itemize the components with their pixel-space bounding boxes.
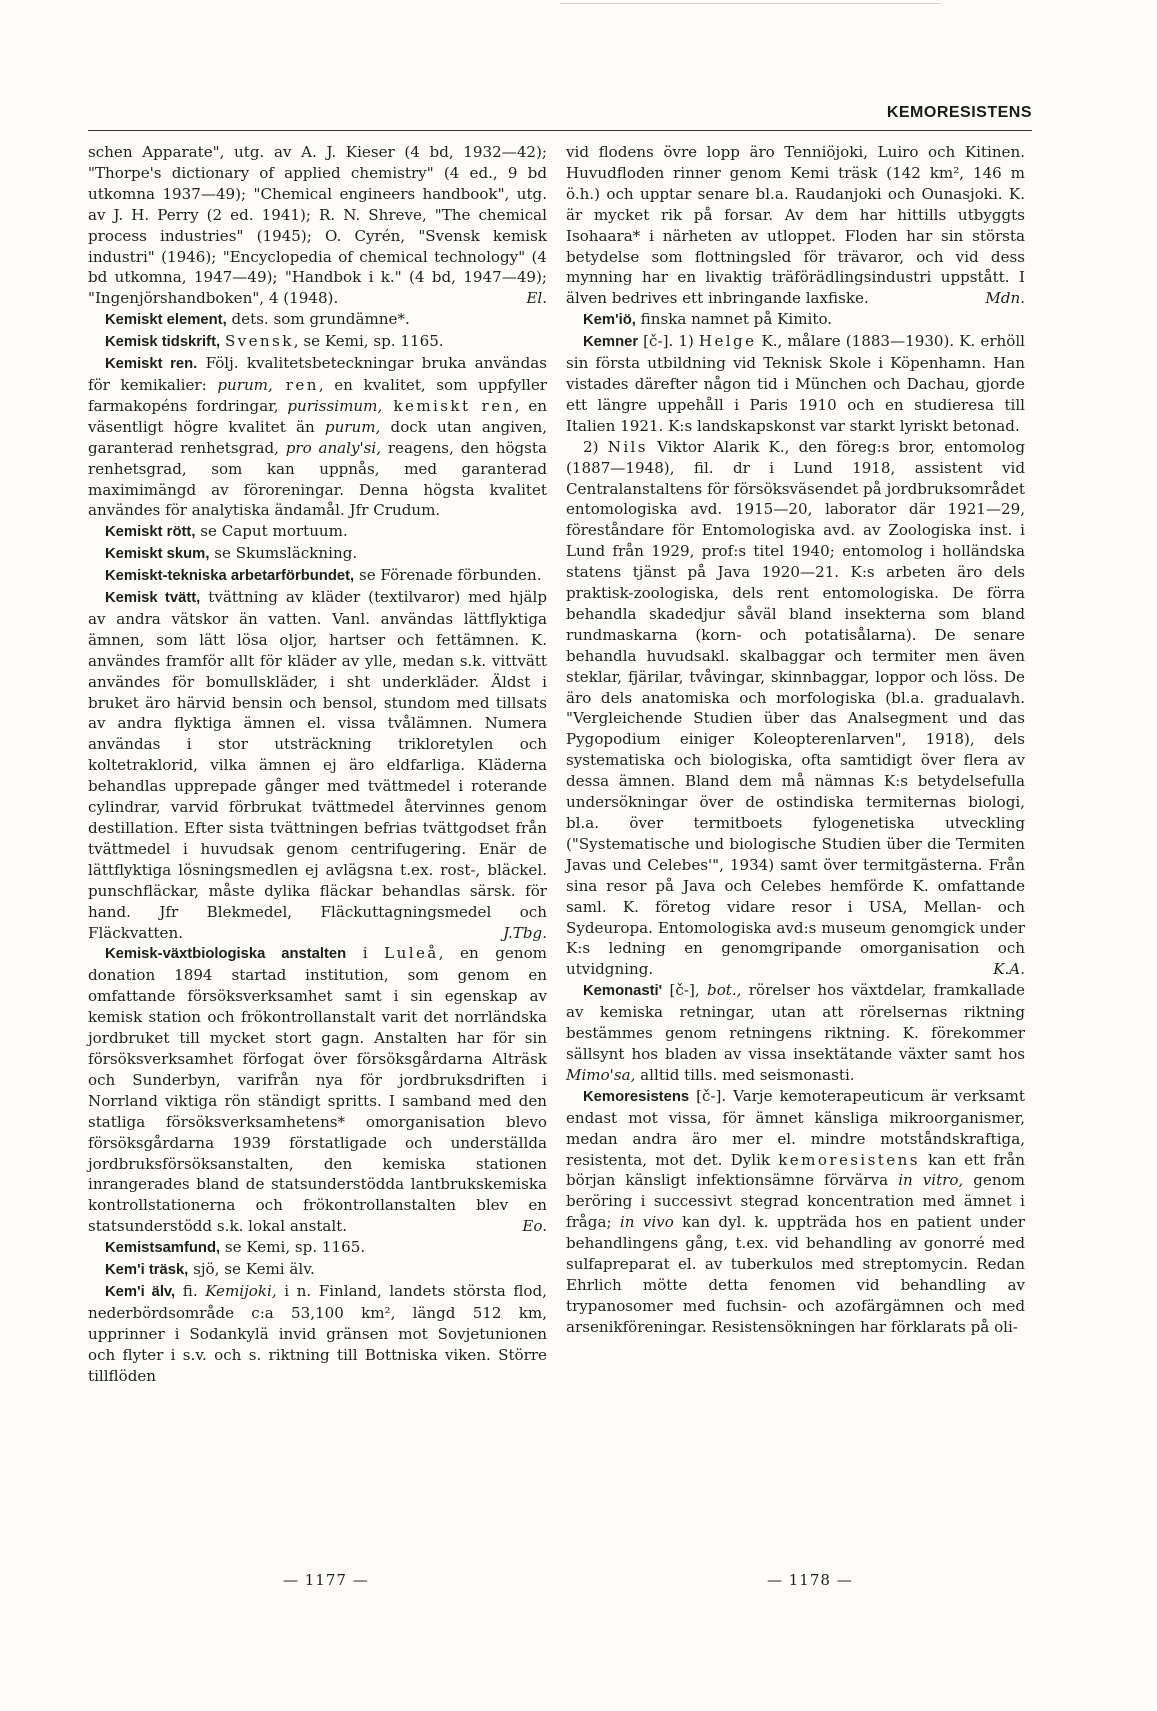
headword: Kemiskt element, xyxy=(105,312,227,329)
entry-kemisk-tvatt: Kemisk tvätt, tvättning av kläder (textilvaror) med hjälp av andra vätskor än vatten. Vanl. användas lättflyktiga ämnen, som lätt lösa oljor, hartser och fettämnen. K. användes framför allt för kläder av ylle, medan s.k. vittvätt användes för bomullskläder, i sht underkläder. Äldst i bruket äro härvid bensin och bensol, stundom med tillsats av andra flyktiga ämnen el. vissa tvålämnen. Numera användas i stor utsträckning trikloretylen och koltetraklorid, vilka ämnen ej äro eldfarliga. Kläderna behandlas upprepade gånger med tvättmedel i roterande cylindrar, varvid förbrukat tvättmedel återvinnes genom destillation. Efter sista tvättningen befrias tvättgodset från tvättmedel i huvudsak genom centrifugering. Enär de lättflyktiga lösningsmedlen ej avlägsna t.ex. rost-, bläckel. punschfläckar, måste dylika fläckar behandlas särsk. för hand. Jfr Blekmedel, Fläckuttagningsmedel och Fläckvatten. J.Tbg. xyxy=(88,588,547,942)
headword: Kemisk-växtbiologiska anstalten xyxy=(105,946,347,963)
entry-kemoresistens: Kemoresistens [č-]. Varje kemoterapeuticum är verksamt endast mot vissa, för ämnet känsliga mikroorganismer, medan andra äro mer el. mindre motståndskraftiga, resistenta, mot det. Dylik kemoresistens kan ett från början känsligt infektionsämne förvärva in vitro, genom beröring i successivt stegrad koncentration med ämnet i fråga; in vivo kan dyl. k. uppträda hos en patient under behandlingens gång, t.ex. vid behandling av gonorré med sulfapreparat el. av tuberkulos med streptomycin. Redan Ehrlich mötte detta fenomen vid behandling av trypanosomer med fuchsin- och azofärgämnen och med arsenikföreningar. Resistensökningen har förklarats på oli- xyxy=(566,1086,1025,1336)
author-signature: J.Tbg. xyxy=(503,923,547,942)
entry-kemistsamfund: Kemistsamfund, se Kemi, sp. 1165. xyxy=(105,1238,366,1257)
author-signature: El. xyxy=(526,289,547,308)
right-column xyxy=(566,142,1025,1338)
left-column xyxy=(88,142,547,1386)
author-signature: Mdn. xyxy=(985,289,1025,308)
author-signature: Eo. xyxy=(522,1217,547,1236)
headword: Kemner xyxy=(583,334,639,351)
entry-kemiskt-ren: Kemiskt ren. Följ. kvalitetsbeteckningar bruka användas för kemikalier: purum, ren, en kvalitet, som uppfyller farmakopéns fordringar, purissimum, kemiskt ren, en väsentligt högre kvalitet än purum, dock utan angiven, garanterad renhetsgrad, pro analy'si, reagens, den högsta renhetsgrad, som kan uppnås, med garanterad maximimängd av föroreningar. Denna högsta kvalitet användes för analytiska ändamål. Jfr Crudum. xyxy=(88,354,548,520)
header-rule xyxy=(88,130,1032,131)
entry-kemiskt-tekniska: Kemiskt-tekniska arbetarförbundet, se Förenade förbunden. xyxy=(105,566,542,585)
headword: Kemiskt-tekniska arbetarförbundet, xyxy=(105,568,355,585)
headword: Kemisk tidskrift, xyxy=(105,334,221,351)
headword: Kemiskt rött, xyxy=(105,524,196,541)
headword: Kemisk tvätt, xyxy=(105,590,201,607)
entry-continuation: vid flodens övre lopp äro Tenniöjoki, Luiro och Kitinen. Huvudfloden rinner genom Kemi träsk (142 km², 146 m ö.h.) och upptar senare bl.a. Raudanjoki och Ounasjoki. K. är mycket rik på forsar. Av dem har hittills utbyggts Isohaara* i närheten av utloppet. Floden har sin största betydelse som flottningsled för trävaror, och vid dess mynning har en livaktig träförädlingsindustri uppstått. I älven bedrives ett inbringande laxfiske. Mdn. xyxy=(566,143,1025,308)
entry-kemner-2: 2) Nils Viktor Alarik K., den föreg:s bror, entomolog (1887—1948), fil. dr i Lund 1918, assistent vid Centralanstaltens för försöksväsendet på jordbruksområdet entomologiska avd. 1915—20, laborator där 1921—29, föreståndare för Entomologiska avd. av Zoologiska inst. i Lund från 1929, prof:s titel 1940; entomolog i holländska statens tjänst på Java 1920—21. K:s arbeten äro dels praktisk-zoologiska, dels rent entomologiska. De förra behandla skadedjur såväl bland insekterna som bland rundmaskarna (korn- och potatisålarna). De senare behandla huvudsakl. skalbaggar och termiter men även steklar, fjärilar, tvåvingar, skinnbaggar, loppor och löss. De äro dels anatomiska och morfologiska (bl.a. gradualavh. "Vergleichende Studien über das Analsegment und das Pygopodium einiger Koleopterenlarven", 1918), dels systematiska och biologiska, ofta samtidigt över flera av dessa ämnen. Bland dem må nämnas K:s betydelsefulla undersökningar över de ostindiska termiternas biologi, bl.a. över termitboets fylogenetiska utveckling ("Systematische und biologische Studien über die Termiten Javas und Celebes'", 1934) samt över termitgästerna. Från sina resor på Java och Celebes hemförde K. omfattande saml. K. företog vidare resor i USA, Mellan- och Sydeuropa. Entomologiska avd:s museum genomgick under K:s ledning en genomgripande omorganisation och utvidgning. K.A. xyxy=(566,437,1025,979)
entry-kemi-alv: Kem'i älv, fi. Kemijoki, i n. Finland, landets största flod, nederbördsområde c:a 53,100 km², längd 512 km, upprinner i Sodankylä invid gränsen mot Sovjetunionen och flyter i s.v. och s. riktning till Bottniska viken. Större tillflöden xyxy=(88,1281,547,1385)
entry-continuation: schen Apparate", utg. av A. J. Kieser (4 bd, 1932—42); "Thorpe's dictionary of applied chemistry" (4 ed., 9 bd utkomna 1937—49); "Chemical engineers handbook", utg. av J. H. Perry (2 ed. 1941); R. N. Shreve, "The chemical process industries" (1945); O. Cyrén, "Svensk kemisk industri" (1946); "Encyclopedia of chemical technology" (4 bd utkomna, 1947—49); "Handbok i k." (4 bd, 1947—49); "Ingenjörshandboken", 4 (1948). El. xyxy=(88,143,547,308)
page-number-left: — 1177 — xyxy=(283,1571,369,1589)
headword: Kemiskt ren. xyxy=(105,356,198,373)
page-number-right: — 1178 — xyxy=(767,1571,853,1589)
entry-kemisk-vaxtbiologiska: Kemisk-växtbiologiska anstalten i Luleå, en genom donation 1894 startad institution, som genom en omfattande försöksverksamhet samt i sin egenskap av kemisk station och frökontrollanstalt varit det norrländska jordbruket till mycket stort gagn. Anstalten har för sin försöksverksamhet förfogat över försöksgårdarna Alträsk och Sunderbyn, varifrån nya för jordbruksdriften i Norrland viktiga rön ständigt spritts. I samband med den statliga försöksverksamhetens* omorganisation blevo försöksgårdarna 1939 förstatligade och underställda jordbruksförsöksanstalten, den kemiska stationen inrangerades bland de statsunderstödda lantbrukskemiska kontrollstationerna och frökontrollanstalten blev en statsunderstödd s.k. lokal anstalt. Eo. xyxy=(88,944,547,1236)
author-signature: K.A. xyxy=(993,960,1025,979)
headword: Kem'iö, xyxy=(583,312,636,329)
entry-kemiskt-rott: Kemiskt rött, se Caput mortuum. xyxy=(105,522,348,541)
entry-kemi-trask: Kem'i träsk, sjö, se Kemi älv. xyxy=(105,1260,315,1279)
entry-kemiskt-element: Kemiskt element, dets. som grundämne*. xyxy=(105,310,410,329)
headword: Kemonasti' xyxy=(583,983,663,1000)
headword: Kemoresistens xyxy=(583,1088,690,1105)
entry-kemner: Kemner [č-]. 1) Helge K., målare (1883—1930). K. erhöll sin första utbildning vid Teknisk Skole i Köpenhamn. Han vistades därefter någon tid i München och Dachau, gjorde ett längre uppehåll i Paris 1910 och en studieresa till Italien 1921. K:s landskapskonst var starkt lyriskt betonad. xyxy=(566,332,1026,435)
running-head: KEMORESISTENS xyxy=(886,104,1032,121)
headword: Kem'i älv, xyxy=(105,1283,176,1300)
entry-kemiskt-skum: Kemiskt skum, se Skumsläckning. xyxy=(105,544,358,563)
headword: Kemiskt skum, xyxy=(105,546,210,563)
entry-kemio: Kem'iö, finska namnet på Kimito. xyxy=(583,310,833,329)
headword: Kem'i träsk, xyxy=(105,1262,189,1279)
entry-kemonasti: Kemonasti' [č-], bot., rörelser hos växtdelar, framkallade av kemiska retningar, utan att rörelsernas riktning bestämmes genom retningens riktning. K. förekommer sällsynt hos bladen av vissa insektätande växter samt hos Mimo'sa, alltid tills. med seismonasti. xyxy=(566,981,1025,1084)
top-edge-rule xyxy=(560,3,940,4)
entry-kemisk-tidskrift: Kemisk tidskrift, Svensk, se Kemi, sp. 1165. xyxy=(105,332,444,351)
headword: Kemistsamfund, xyxy=(105,1240,221,1257)
